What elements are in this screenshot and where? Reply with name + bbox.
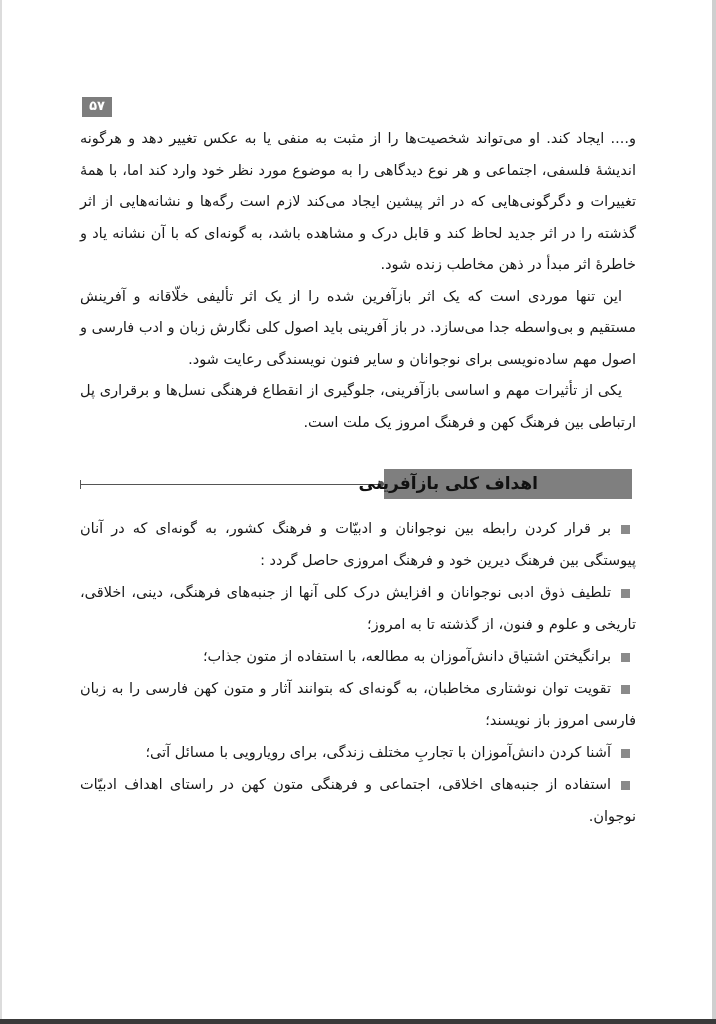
- square-bullet-icon: [621, 653, 630, 662]
- header-rule: [80, 484, 380, 485]
- goal-item: [80, 577, 636, 641]
- section-title: اهداف کلی بازآفرینی: [358, 474, 538, 494]
- paragraph-2: این تنها موردی است که یک اثر بازآفرین شده را از یک اثر تألیفی خلّاقانه و آفرینش مستقیم و بی‌واسطه جدا می‌سازد. در باز آفرینی باید اصول کلی نگارش زبان و ادب فارسی و اصول مهم ساده‌نویسی برای نوجوانان و سایر فنون نویسندگی رعایت شود.: [80, 288, 636, 368]
- square-bullet-icon: [621, 781, 630, 790]
- section-header: [80, 469, 632, 499]
- goal-text: استفاده از جنبه‌های اخلاقی، اجتماعی و فرهنگی متون کهن در راستای اهداف ادبیّات نوجوان.: [80, 777, 636, 825]
- goal-text: تقویت توان نوشتاری مخاطبان، به گونه‌ای که بتوانند آثار و متون کهن فارسی را به زبان فارسی امروز باز نویسند؛: [80, 681, 636, 729]
- goals-list: [80, 513, 636, 833]
- paragraph-1: و.... ایجاد کند. او می‌تواند شخصیت‌ها را از مثبت به منفی یا به عکس تغییر دهد و هرگونه اندیشهٔ فلسفی، اجتماعی و هر نوع دیدگاهی را به موضوع مورد نظر خود وارد کند اما، با همهٔ تغییرات و دگرگونی‌هایی که در اثر پیشین ایجاد می‌کند لازم است رگه‌ها و نشانه‌هایی از اثر گذشته را در اثر جدید لحاظ کند و قابل درک و مشاهده باشد، به گونه‌ای که با آن نشانه یاد و خاطرهٔ اثر مبدأ در ذهن مخاطب زنده شود.: [80, 131, 636, 273]
- goal-text: بر قرار کردن رابطه بین نوجوانان و ادبیّات و فرهنگ کشور، به گونه‌ای که در آنان پیوستگی بین فرهنگ دیرین خود و فرهنگ امروزی حاصل گردد :: [80, 521, 636, 569]
- goal-item: [80, 673, 636, 737]
- page-bottom-bar: [0, 1019, 716, 1024]
- intro-text: [80, 124, 636, 439]
- goal-text: برانگیختن اشتیاق دانش‌آموزان به مطالعه، با استفاده از متون جذاب؛: [202, 649, 611, 665]
- page-edge-right: [712, 0, 716, 1024]
- goal-item: [80, 769, 636, 833]
- goal-item: [80, 641, 636, 673]
- square-bullet-icon: [621, 589, 630, 598]
- page-edge-left: [0, 0, 2, 1024]
- square-bullet-icon: [621, 525, 630, 534]
- page-number: ۵۷: [82, 97, 112, 117]
- goal-text: آشنا کردن دانش‌آموزان با تجاربِ مختلف زندگی، برای رویارویی با مسائل آتی؛: [145, 745, 611, 761]
- square-bullet-icon: [621, 749, 630, 758]
- goal-item: [80, 737, 636, 769]
- goal-text: تلطیف ذوق ادبی نوجوانان و افزایش درک کلی آنها از جنبه‌های فرهنگی، دینی، اخلاقی، تاریخی و علوم و فنون، از گذشته تا به امروز؛: [80, 585, 636, 633]
- paragraph-3: یکی از تأثیرات مهم و اساسی بازآفرینی، جلوگیری از انقطاع فرهنگی نسل‌ها و برقراری پل ارتباطی بین فرهنگ کهن و فرهنگ امروز یک ملت است.: [80, 383, 636, 431]
- square-bullet-icon: [621, 685, 630, 694]
- goal-item: [80, 513, 636, 577]
